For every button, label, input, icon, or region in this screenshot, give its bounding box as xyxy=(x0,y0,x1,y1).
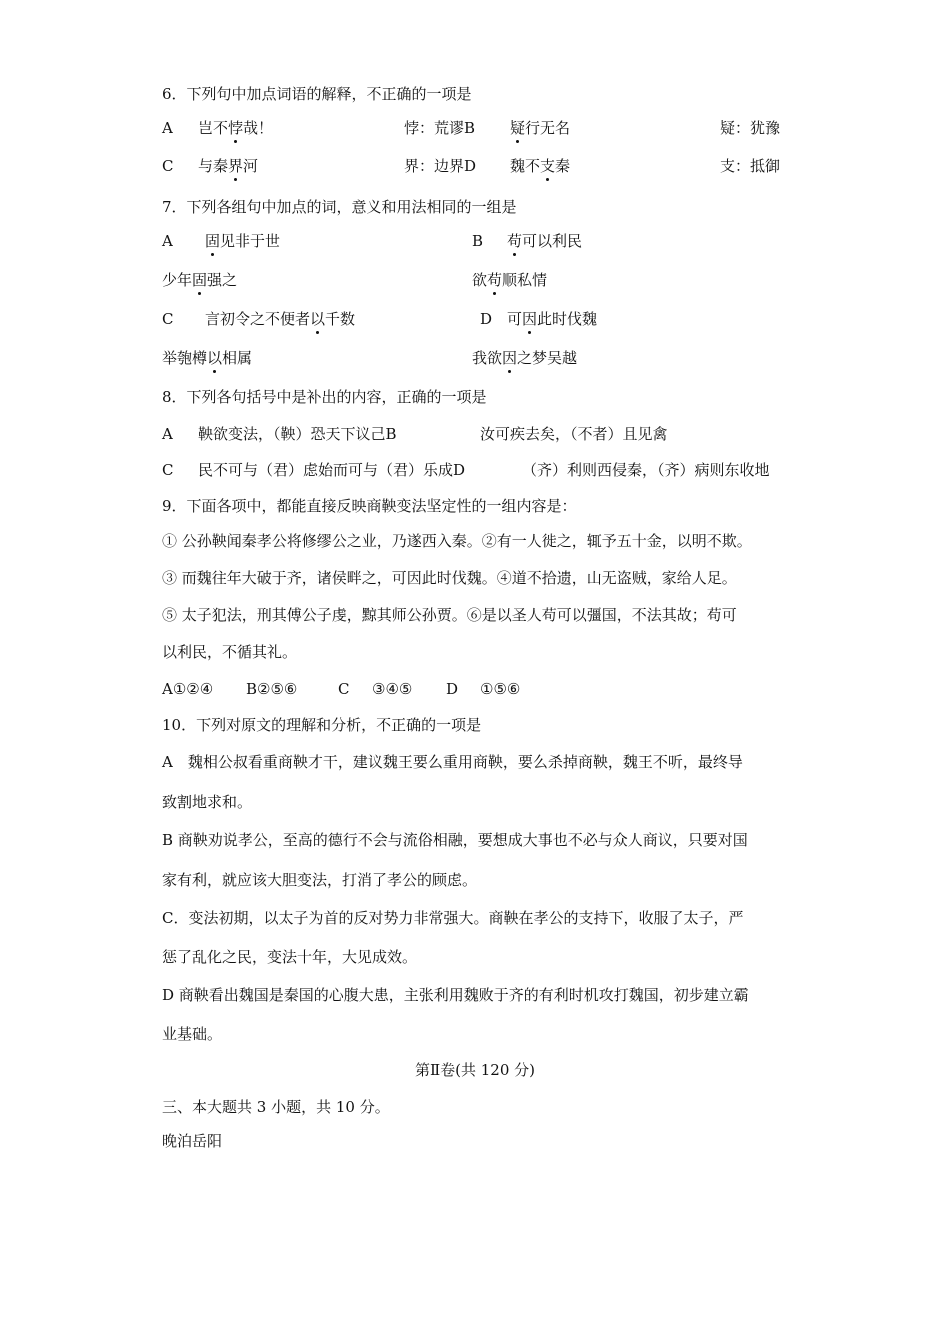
q10-option-a-cont: 致割地求和。 xyxy=(162,793,253,811)
q10-option-a: A 魏相公叔看重商鞅才干，建议魏王要么重用商鞅，要么杀掉商鞅，魏王不听，最终导 xyxy=(162,753,743,771)
section-heading: 三、本大题共 3 小题，共 10 分。 xyxy=(162,1098,390,1116)
q6-option-d-gloss: 支：抵御 xyxy=(720,157,781,175)
dotted-char: 疑 xyxy=(510,119,526,137)
dotted-char: 界 xyxy=(228,157,244,175)
q9-option-c-label: C xyxy=(338,680,350,698)
q8-option-a-label: A xyxy=(162,425,173,443)
dotted-char: 以 xyxy=(310,310,326,328)
q7-option-c-label: C xyxy=(162,310,174,328)
q7-option-a-line2: 少年固强之 xyxy=(162,271,238,289)
dotted-char: 悖 xyxy=(228,119,244,137)
q9-item-line: ⑤ 太子犯法，刑其傅公子虔，黥其师公孙贾。⑥是以圣人苟可以彊国，不法其故；苟可 xyxy=(162,606,737,624)
q9-option-d-label: D xyxy=(446,680,459,698)
q7-option-b-label: B xyxy=(472,232,484,250)
q8-option-d: （齐）利则西侵秦，（齐）病则东收地 xyxy=(522,461,770,479)
dotted-char: 苟 xyxy=(487,271,503,289)
dotted-char: 因 xyxy=(522,310,538,328)
q6-option-a-label: A xyxy=(162,119,173,137)
dotted-char: 因 xyxy=(502,349,518,367)
q9-item-line: ① 公孙鞅闻秦孝公将修缪公之业，乃遂西入秦。②有一人徙之，辄予五十金，以明不欺。 xyxy=(162,532,752,550)
q6-option-b: 疑行无名 xyxy=(510,119,571,137)
q6-option-c: 与秦界河 xyxy=(198,157,259,175)
q9-option-d: ①⑤⑥ xyxy=(480,680,521,698)
q6-option-b-gloss: 疑：犹豫 xyxy=(720,119,781,137)
q6-option-a: 岂不悖哉！ xyxy=(198,119,274,137)
dotted-char: 固 xyxy=(192,271,208,289)
q6-option-c-gloss: 界：边界D xyxy=(404,157,477,175)
part2-title: 第Ⅱ卷(共 120 分) xyxy=(414,1061,536,1079)
q6-stem: 6．下列句中加点词语的解释，不正确的一项是 xyxy=(162,85,472,103)
q9-stem: 9．下面各项中，都能直接反映商鞅变法坚定性的一组内容是： xyxy=(162,497,577,515)
q8-stem: 8．下列各句括号中是补出的内容，正确的一项是 xyxy=(162,388,487,406)
q10-option-d-cont: 业基础。 xyxy=(162,1025,223,1043)
q6-option-d: 魏不支秦 xyxy=(510,157,571,175)
q7-option-c-line1: 言初令之不便者以千数 xyxy=(205,310,356,328)
q6-option-c-label: C xyxy=(162,157,174,175)
q9-option-a: A①②④ xyxy=(162,680,214,698)
q7-option-a-label: A xyxy=(162,232,173,250)
q10-option-c: C．变法初期，以太子为首的反对势力非常强大。商鞅在孝公的支持下，收服了太子，严 xyxy=(162,909,744,927)
poem-title: 晚泊岳阳 xyxy=(162,1132,223,1150)
q8-option-c-label: C xyxy=(162,461,174,479)
q7-stem: 7．下列各组句中加点的词，意义和用法相同的一组是 xyxy=(162,198,517,216)
dotted-char: 以 xyxy=(207,349,223,367)
dotted-char: 支 xyxy=(540,157,556,175)
q10-option-b-cont: 家有利，就应该大胆变法，打消了孝公的顾虑。 xyxy=(162,871,478,889)
q8-option-c: 民不可与（君）虑始而可与（君）乐成D xyxy=(198,461,466,479)
q7-option-a-line1: 固见非于世 xyxy=(205,232,281,250)
q8-option-b: 汝可疾去矣，（不者）且见禽 xyxy=(480,425,668,443)
q7-option-d-line1: 可因此时伐魏 xyxy=(507,310,598,328)
q9-item-line: ③ 而魏往年大破于齐，诸侯畔之，可因此时伐魏。④道不拾遗，山无盗贼，家给人足。 xyxy=(162,569,737,587)
dotted-char: 苟 xyxy=(507,232,523,250)
q9-option-c: ③④⑤ xyxy=(372,680,413,698)
q6-option-a-gloss: 悖：荒谬B xyxy=(404,119,476,137)
q7-option-b-line2: 欲苟顺私情 xyxy=(472,271,548,289)
q10-stem: 10．下列对原文的理解和分析，不正确的一项是 xyxy=(162,716,482,734)
q10-option-b: B 商鞅劝说孝公，至高的德行不会与流俗相融，要想成大事也不必与众人商议，只要对国 xyxy=(162,831,748,849)
dotted-char: 固 xyxy=(205,232,221,250)
q7-option-d-line2: 我欲因之梦吴越 xyxy=(472,349,578,367)
q7-option-c-line2: 举匏樽以相属 xyxy=(162,349,253,367)
q8-option-a: 鞅欲变法，（鞅）恐天下议己B xyxy=(198,425,397,443)
q7-option-d-label: D xyxy=(480,310,493,328)
q10-option-c-cont: 惩了乱化之民，变法十年，大见成效。 xyxy=(162,948,418,966)
q7-option-b-line1: 苟可以利民 xyxy=(507,232,583,250)
q9-option-b: B②⑤⑥ xyxy=(246,680,298,698)
q10-option-d: D 商鞅看出魏国是秦国的心腹大患，主张利用魏败于齐的有利时机攻打魏国，初步建立霸 xyxy=(162,986,749,1004)
q9-item-line: 以利民，不循其礼。 xyxy=(162,643,298,661)
